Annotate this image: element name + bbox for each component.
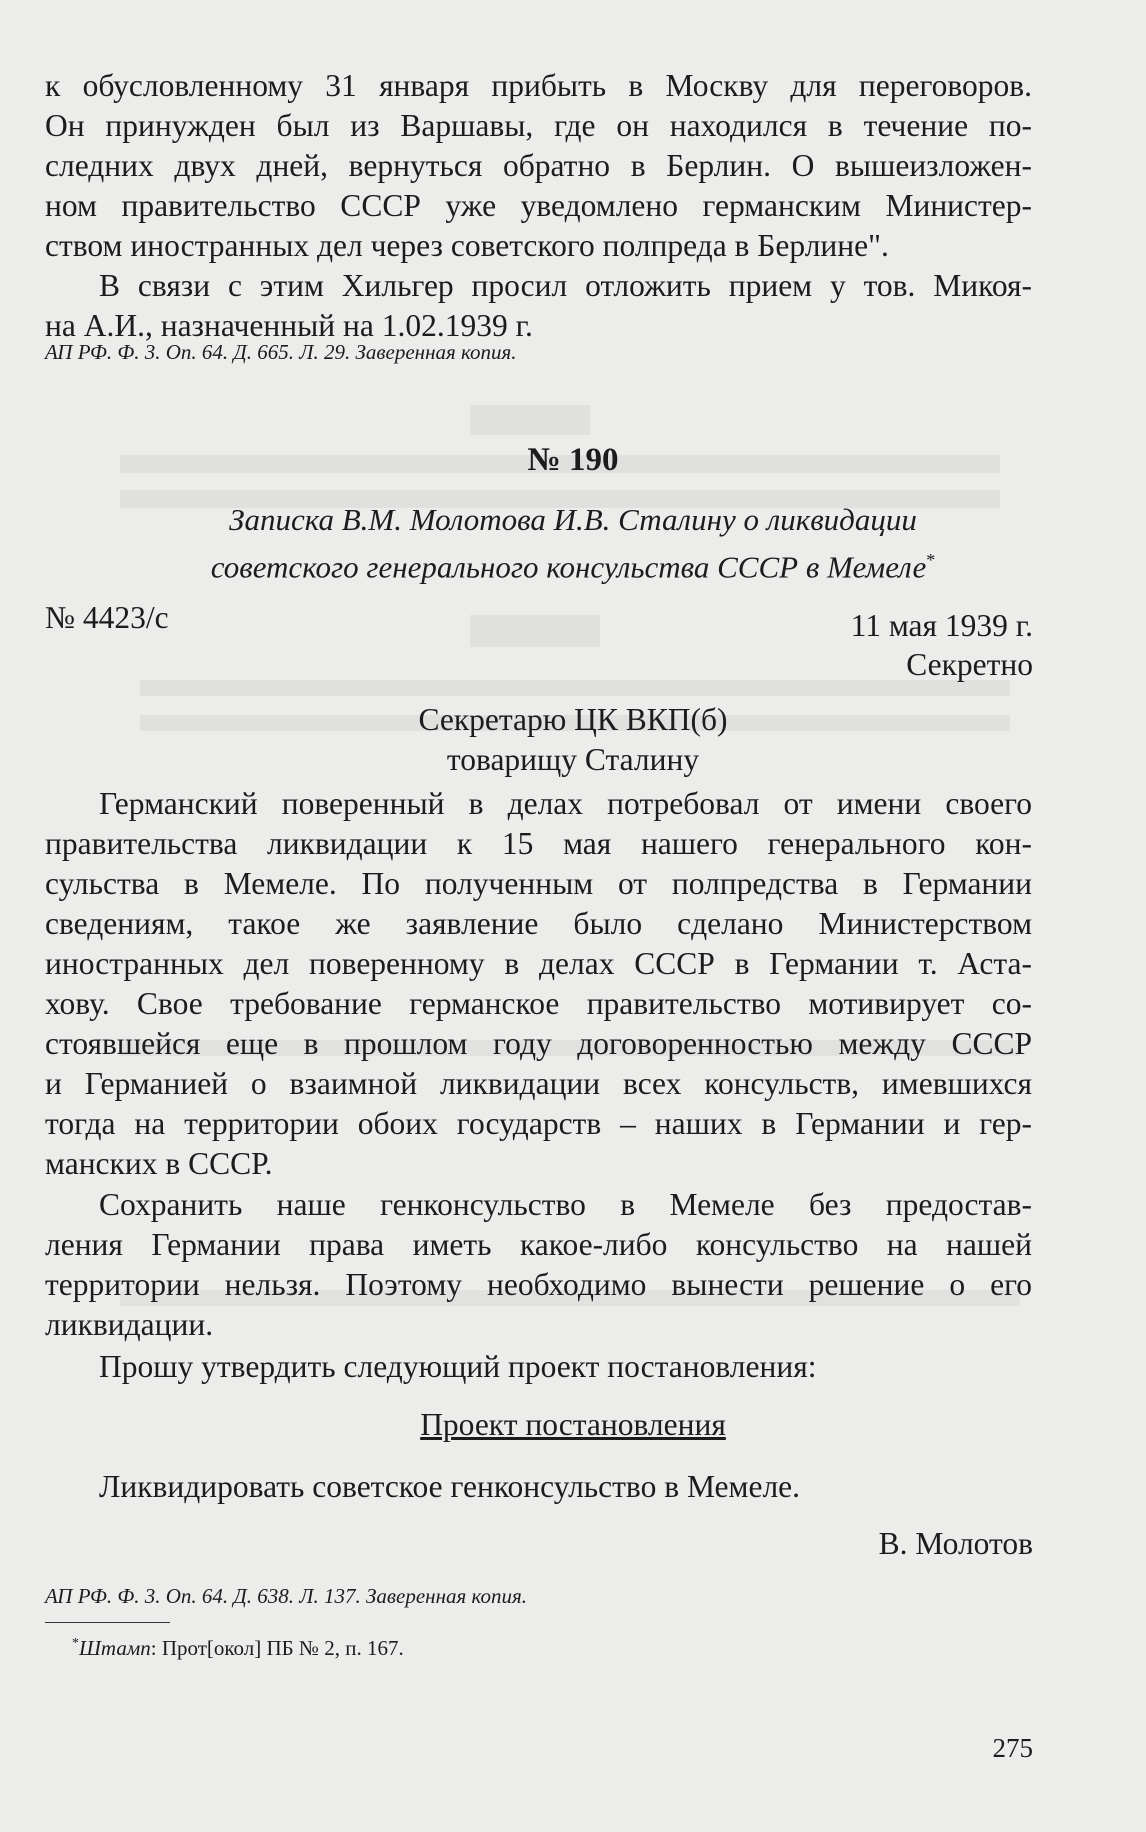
page-number: 275 xyxy=(992,1733,1033,1763)
text-line: Ликвидировать советское генконсульство в Мемеле. xyxy=(99,1469,801,1504)
text-line: и Германией о взаимной ликвидации всех консульств, имевшихся xyxy=(45,1066,1032,1101)
text-line: правительства ликвидации к 15 мая нашего генерального кон- xyxy=(45,826,1032,861)
text-line: ством иностранных дел через советского полпреда в Берлине". xyxy=(45,228,889,263)
footnote-marker: * xyxy=(926,550,936,570)
text-line: сульства в Мемеле. По полученным от полпредства в Германии xyxy=(45,866,1032,901)
text-line: ления Германии права иметь какое-либо консульство на нашей xyxy=(45,1227,1032,1262)
signature: В. Молотов xyxy=(878,1526,1033,1561)
paragraph-postpone xyxy=(45,266,1032,346)
text-line: Он принужден был из Варшавы, где он находился в течение по- xyxy=(45,108,1032,143)
text-line: сведениям, такое же заявление было сделано Министерством xyxy=(45,906,1032,941)
document-title-line-1: Записка В.М. Молотова И.В. Сталину о ликвидации xyxy=(229,502,917,537)
paragraph-body-1 xyxy=(45,784,1032,1184)
draft-text xyxy=(45,1467,1032,1507)
text-line: тогда на территории обоих государств – наших в Германии и гер- xyxy=(45,1106,1032,1141)
archive-source-1: АП РФ. Ф. 3. Оп. 64. Д. 665. Л. 29. Заверенная копия. xyxy=(45,340,517,364)
addressee-line-1: Секретарю ЦК ВКП(б) xyxy=(418,702,728,737)
text-line: хову. Свое требование германское правительство мотивирует со- xyxy=(45,986,1032,1021)
text-line: территории нельзя. Поэтому необходимо вынести решение о его xyxy=(45,1267,1032,1302)
text-line: ликвидации. xyxy=(45,1307,214,1342)
text-line: Сохранить наше генконсульство в Мемеле без предостав- xyxy=(99,1187,1032,1222)
footnote xyxy=(72,1636,404,1661)
text-line: на А.И., назначенный на 1.02.1939 г. xyxy=(45,308,533,343)
paragraph-continuation xyxy=(45,66,1032,266)
footnote-label: Штамп xyxy=(79,1636,151,1660)
addressee-line-2: товарищу Сталину xyxy=(446,742,700,777)
document-number: № 190 xyxy=(527,442,619,478)
classification-stamp: Секретно xyxy=(906,647,1033,682)
footnote-mark: * xyxy=(72,1636,79,1651)
paragraph-body-3 xyxy=(45,1347,1032,1387)
text-line: ном правительство СССР уже уведомлено германским Министер- xyxy=(45,188,1032,223)
document-title xyxy=(0,500,1146,587)
text-line: следних двух дней, вернуться обратно в Берлин. О вышеизложен- xyxy=(45,148,1032,183)
text-line: Германский поверенный в делах потребовал от имени своего xyxy=(99,786,1032,821)
archive-source-2: АП РФ. Ф. 3. Оп. 64. Д. 638. Л. 137. Заверенная копия. xyxy=(45,1584,528,1608)
footnote-divider xyxy=(45,1622,170,1623)
text-line: В связи с этим Хильгер просил отложить прием у тов. Микоя- xyxy=(99,268,1032,303)
document-title-line-2: советского генерального консульства СССР в Мемеле xyxy=(210,549,927,585)
document-date: 11 мая 1939 г. xyxy=(850,608,1033,643)
registration-number: № 4423/с xyxy=(45,600,169,635)
draft-heading: Проект постановления xyxy=(420,1407,726,1442)
footnote-text: : Прот[окол] ПБ № 2, п. 167. xyxy=(150,1636,404,1660)
text-line: Прошу утвердить следующий проект постановления: xyxy=(99,1349,817,1384)
text-line: иностранных дел поверенному в делах СССР в Германии т. Аста- xyxy=(45,946,1032,981)
text-line: стоявшейся еще в прошлом году договоренностью между СССР xyxy=(45,1026,1032,1061)
text-line: манских в СССР. xyxy=(45,1146,273,1181)
addressee xyxy=(0,700,1146,780)
text-line: к обусловленному 31 января прибыть в Москву для переговоров. xyxy=(45,68,1032,103)
paragraph-body-2 xyxy=(45,1185,1032,1345)
